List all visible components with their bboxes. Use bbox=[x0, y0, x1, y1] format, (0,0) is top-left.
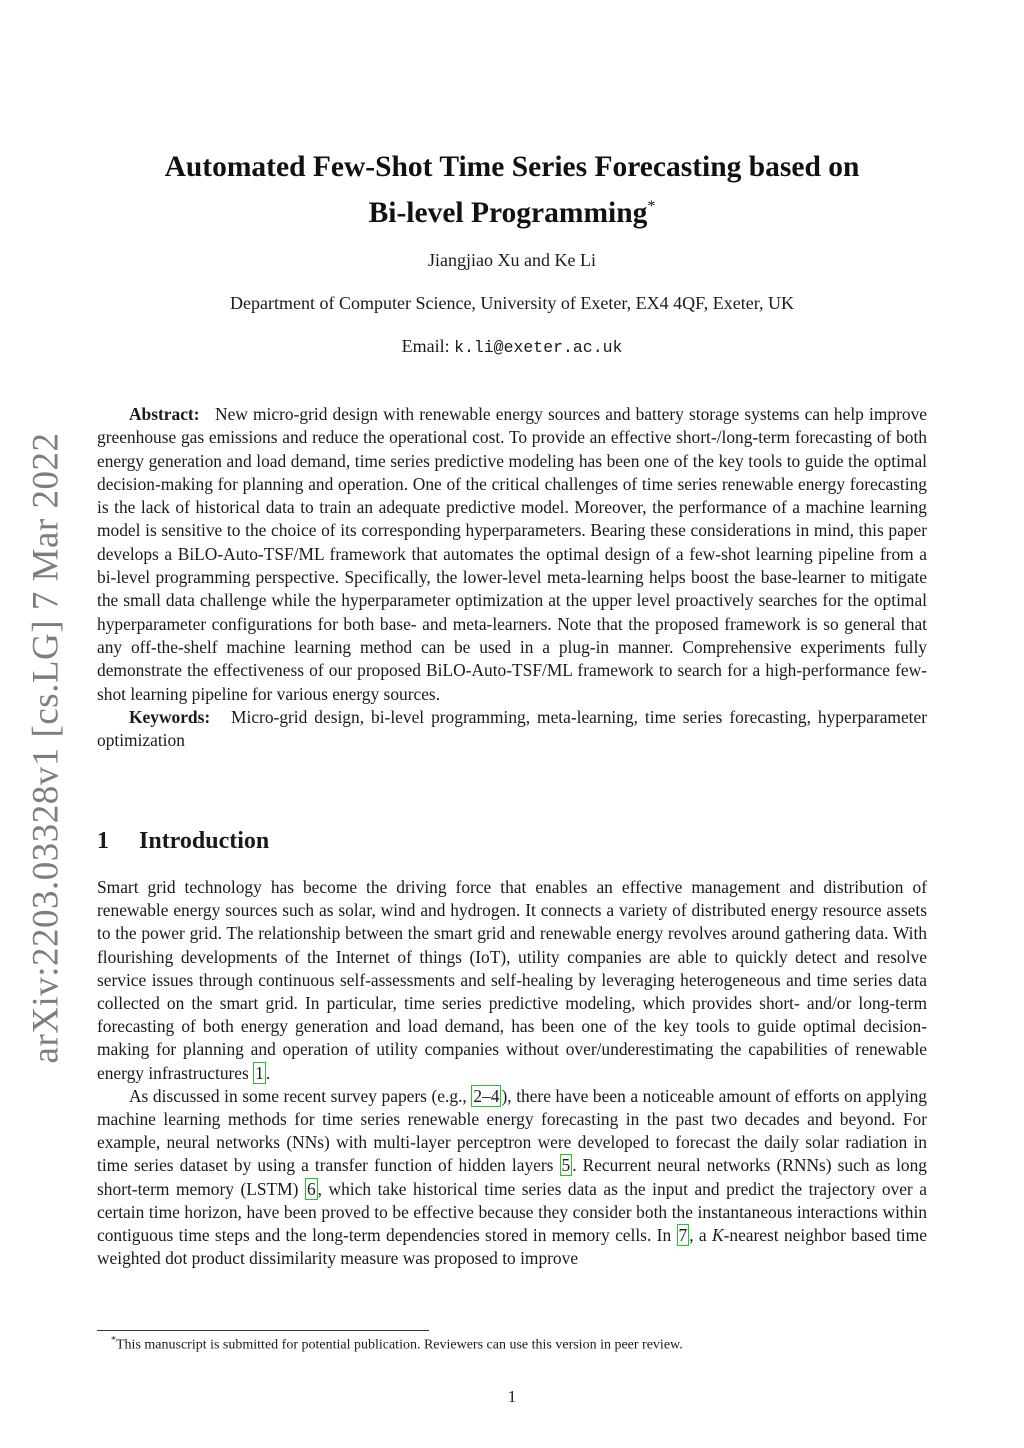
citation-link[interactable]: 6 bbox=[306, 1178, 316, 1199]
citation-link[interactable]: 5 bbox=[561, 1155, 571, 1176]
keywords-paragraph bbox=[97, 706, 927, 753]
citation-range-start: 2 bbox=[473, 1085, 483, 1106]
title-line-2: Bi-level Programming bbox=[368, 196, 648, 229]
arxiv-stamp: arXiv:2203.03328v1 [cs.LG] 7 Mar 2022 bbox=[25, 432, 67, 1064]
footnote bbox=[97, 1335, 941, 1354]
keywords-text: Micro-grid design, bi-level programming, meta-learning, time series forecasting, hyperparameter optimization bbox=[97, 706, 927, 751]
math-k: K bbox=[711, 1225, 724, 1246]
footnote-mark: * bbox=[111, 1335, 116, 1346]
abstract-block bbox=[97, 403, 927, 752]
intro-paragraph-2 bbox=[97, 1085, 927, 1271]
title-footnote-mark[interactable]: * bbox=[647, 198, 656, 215]
intro-p2-text-d: , which take historical time series data as the input and predict the trajectory over a certain time horizon, have been proved to be effective because they consider both the instantaneous interactions within contiguous time steps and the long-term dependencies stored in memory cells. In bbox=[97, 1178, 927, 1246]
keywords-label: Keywords: bbox=[129, 706, 211, 727]
citation-link[interactable]: 1 bbox=[255, 1062, 264, 1083]
abstract-paragraph bbox=[97, 403, 927, 706]
footnote-divider bbox=[97, 1330, 429, 1331]
citation-range-end: 4 bbox=[490, 1085, 500, 1106]
intro-p1-text: Smart grid technology has become the driving force that enables an effective management and distribution of renewable energy sources such as solar, wind and hydrogen. It connects a variety of distributed energy resource assets to the power grid. The relationship between the smart grid and renewable energy revolves around gathering data. With flourishing developments of the Internet of things (IoT), utility companies are able to quickly detect and resolve service issues through continuous self-assessments and self-healing by leveraging heterogeneous and time series data collected on the smart grid. In particular, time series predictive modeling, which provides short- and/or long-term forecasting of both energy generation and load demand, has been one of the key tools to guide optimal decision-making for planning and operation of utility companies without over/underestimating the capabilities of renewable energy infrastructures bbox=[97, 877, 927, 1083]
email-line bbox=[97, 336, 927, 357]
intro-p2-text-b: ), there have been a noticeable amount of efforts on applying machine learning methods for time series renewable energy forecasting in the past two decades and beyond. For example, neural networks (NNs) with multi-layer perceptron were developed to forecast the daily solar radiation in time series dataset by using a transfer function of hidden layers bbox=[97, 1085, 927, 1176]
paper-title bbox=[97, 148, 927, 233]
footnote-text: This manuscript is submitted for potential publication. Reviewers can use this version in peer review. bbox=[116, 1337, 683, 1353]
abstract-label: Abstract: bbox=[129, 404, 200, 424]
intro-p2-text-f: -nearest neighbor based time weighted dot product dissimilarity measure was proposed to improve bbox=[97, 1225, 927, 1269]
email-address[interactable]: k.li@exeter.ac.uk bbox=[454, 338, 623, 357]
section-heading bbox=[97, 828, 269, 855]
citation-link[interactable]: 7 bbox=[678, 1225, 688, 1246]
introduction-body bbox=[97, 876, 927, 1270]
email-label: Email: bbox=[401, 336, 450, 356]
authors: Jiangjiao Xu and Ke Li bbox=[428, 250, 596, 270]
intro-p2-text-e: , a bbox=[689, 1225, 707, 1246]
intro-paragraph-1 bbox=[97, 876, 927, 1085]
section-number: 1 bbox=[97, 828, 109, 854]
affiliation: Department of Computer Science, University of Exeter, EX4 4QF, Exeter, UK bbox=[230, 293, 794, 313]
intro-p1-end: . bbox=[265, 1062, 271, 1083]
citation-link[interactable] bbox=[471, 1085, 501, 1107]
intro-p2-text-a: As discussed in some recent survey papers (e.g., bbox=[129, 1085, 467, 1106]
title-line-1: Automated Few-Shot Time Series Forecasting based on bbox=[164, 151, 860, 183]
abstract-text: New micro-grid design with renewable energy sources and battery storage systems can help improve greenhouse gas emissions and reduce the operational cost. To provide an effective short-/long-term forecasting of both energy generation and load demand, time series predictive modeling has been one of the key tools to guide the optimal decision-making for planning and operation. One of the critical challenges of time series renewable energy forecasting is the lack of historical data to train an adequate predictive model. Moreover, the performance of a machine learning model is sensitive to the choice of its corresponding hyperparameters. Bearing these considerations in mind, this paper develops a BiLO-Auto-TSF/ML framework that automates the optimal design of a few-shot learning pipeline from a bi-level programming perspective. Specifically, the lower-level meta-learning helps boost the base-learner to mitigate the small data challenge while the hyperparameter optimization at the upper level proactively searches for the optimal hyperparameter configurations for both base- and meta-learners. Note that the proposed framework is so general that any off-the-shelf machine learning method can be used in a plug-in manner. Comprehensive experiments fully demonstrate the effectiveness of our proposed BiLO-Auto-TSF/ML framework to search for a high-performance few-shot learning pipeline for various energy sources. bbox=[97, 404, 927, 704]
citation-range-dash: – bbox=[482, 1085, 491, 1106]
page-number: 1 bbox=[507, 1387, 517, 1406]
intro-p2-text-c: . Recurrent neural networks (RNNs) such as long short-term memory (LSTM) bbox=[97, 1155, 927, 1199]
section-title: Introduction bbox=[139, 828, 270, 854]
